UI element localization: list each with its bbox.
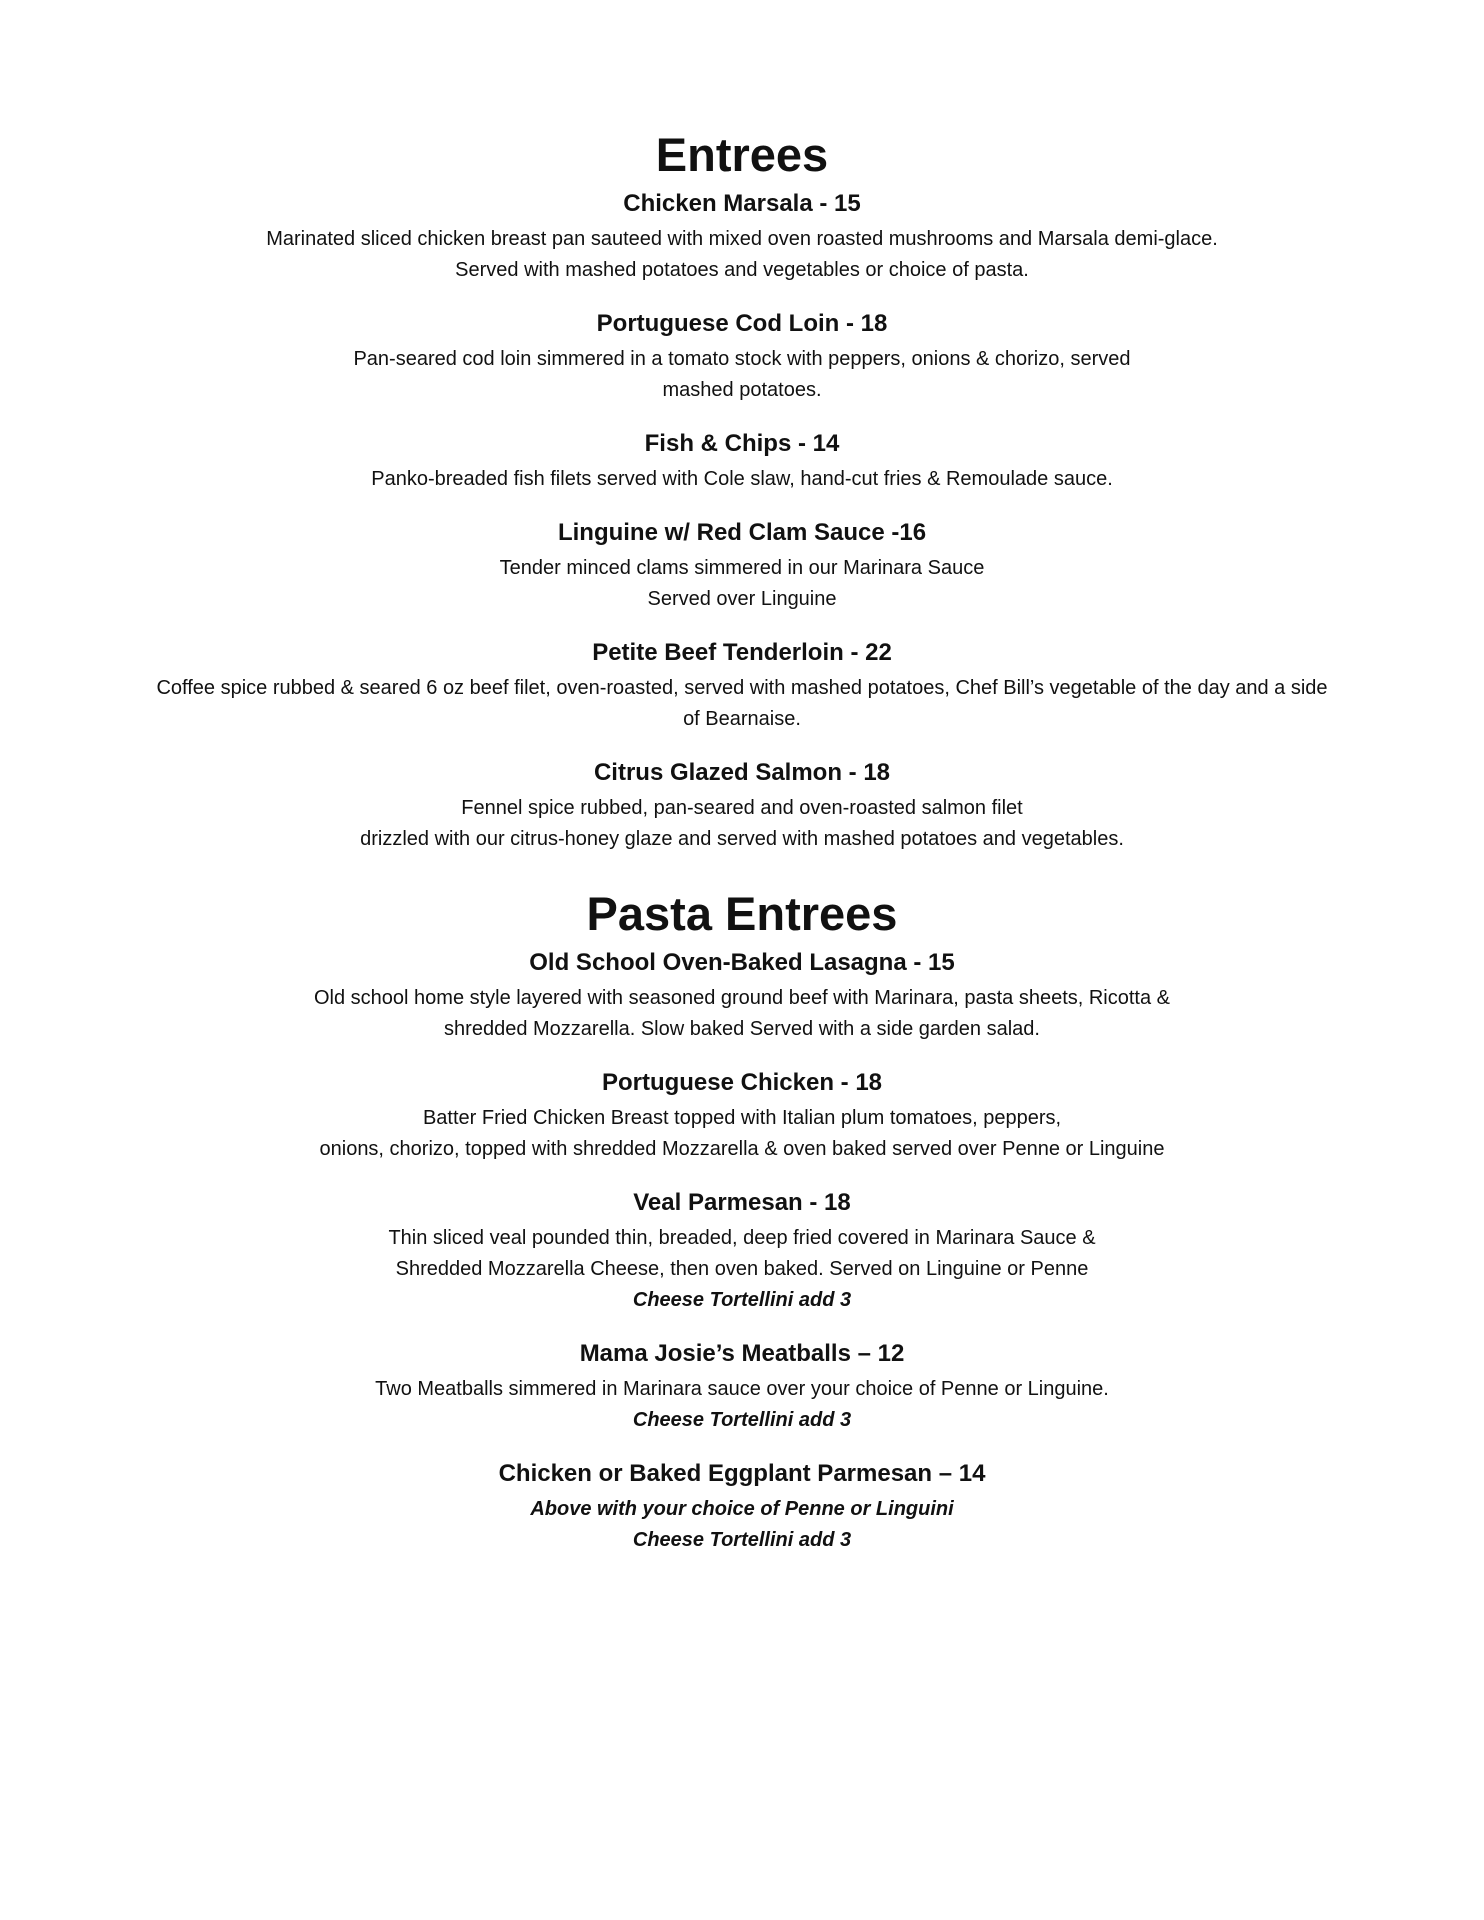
menu-item-note: Cheese Tortellini add 3 — [632, 1409, 852, 1431]
menu-item-description: Panko-breaded fish filets served with Cole slaw, hand-cut fries & Remoulade sauce. — [371, 468, 1113, 490]
menu-item-description: drizzled with our citrus-honey glaze and served with mashed potatoes and vegetables. — [360, 828, 1124, 850]
menu-item — [80, 308, 1404, 406]
menu-item — [80, 1187, 1404, 1316]
menu-item-name: Chicken or Baked Eggplant Parmesan – 14 — [498, 1460, 986, 1487]
menu-item-note: Cheese Tortellini add 3 — [632, 1289, 852, 1311]
menu-item — [80, 428, 1404, 495]
menu-item-description: of Bearnaise. — [683, 708, 801, 730]
menu-item — [80, 947, 1404, 1045]
menu-item-description: Fennel spice rubbed, pan-seared and oven-roasted salmon filet — [461, 797, 1023, 819]
menu-item — [80, 1067, 1404, 1165]
menu-item-name: Portuguese Cod Loin - 18 — [596, 310, 888, 337]
menu-item-name: Linguine w/ Red Clam Sauce -16 — [557, 519, 927, 546]
menu-item-name: Fish & Chips - 14 — [644, 430, 840, 457]
menu-item-description: onions, chorizo, topped with shredded Mozzarella & oven baked served over Penne or Linguine — [319, 1138, 1165, 1160]
menu-item-note: Above with your choice of Penne or Linguini — [530, 1498, 954, 1520]
menu-item-name: Old School Oven-Baked Lasagna - 15 — [529, 949, 955, 976]
menu-item-description: mashed potatoes. — [662, 379, 822, 401]
menu-item-description: Tender minced clams simmered in our Marinara Sauce — [499, 557, 985, 579]
menu-item-description: Shredded Mozzarella Cheese, then oven baked. Served on Linguine or Penne — [395, 1258, 1089, 1280]
menu-item-name: Veal Parmesan - 18 — [633, 1189, 851, 1216]
menu-item-description: shredded Mozzarella. Slow baked Served with a side garden salad. — [444, 1018, 1040, 1040]
menu-item-note: Cheese Tortellini add 3 — [632, 1529, 852, 1551]
menu-item-description: Coffee spice rubbed & seared 6 oz beef filet, oven-roasted, served with mashed potatoes, Chef Bill’s vegetable of the day and a side — [156, 677, 1328, 699]
menu-item-description: Batter Fried Chicken Breast topped with Italian plum tomatoes, peppers, — [422, 1107, 1062, 1129]
menu-item — [80, 1458, 1404, 1556]
pasta-entrees-list — [80, 947, 1404, 1556]
menu-item — [80, 757, 1404, 855]
menu-item-name: Citrus Glazed Salmon - 18 — [593, 759, 891, 786]
menu-item-description: Pan-seared cod loin simmered in a tomato stock with peppers, onions & chorizo, served — [353, 348, 1131, 370]
menu-item — [80, 517, 1404, 615]
entrees-list — [80, 188, 1404, 855]
entrees-title: Entrees — [655, 128, 829, 181]
menu-item-name: Chicken Marsala - 15 — [623, 190, 861, 217]
menu-item-description: Marinated sliced chicken breast pan sauteed with mixed oven roasted mushrooms and Marsala demi-glace. — [266, 228, 1218, 250]
menu-item-name: Portuguese Chicken - 18 — [601, 1069, 883, 1096]
menu-item — [80, 1338, 1404, 1436]
menu-item — [80, 637, 1404, 735]
menu-item — [80, 188, 1404, 286]
menu-item-name: Petite Beef Tenderloin - 22 — [592, 639, 892, 666]
menu-item-description: Served over Linguine — [647, 588, 837, 610]
menu-item-description: Served with mashed potatoes and vegetables or choice of pasta. — [455, 259, 1029, 281]
pasta-entrees-title: Pasta Entrees — [586, 887, 898, 940]
menu-item-description: Thin sliced veal pounded thin, breaded, deep fried covered in Marinara Sauce & — [388, 1227, 1096, 1249]
menu-item-name: Mama Josie’s Meatballs – 12 — [579, 1340, 905, 1367]
menu-item-description: Two Meatballs simmered in Marinara sauce over your choice of Penne or Linguine. — [375, 1378, 1109, 1400]
menu-item-description: Old school home style layered with seasoned ground beef with Marinara, pasta sheets, Ricotta & — [313, 987, 1170, 1009]
